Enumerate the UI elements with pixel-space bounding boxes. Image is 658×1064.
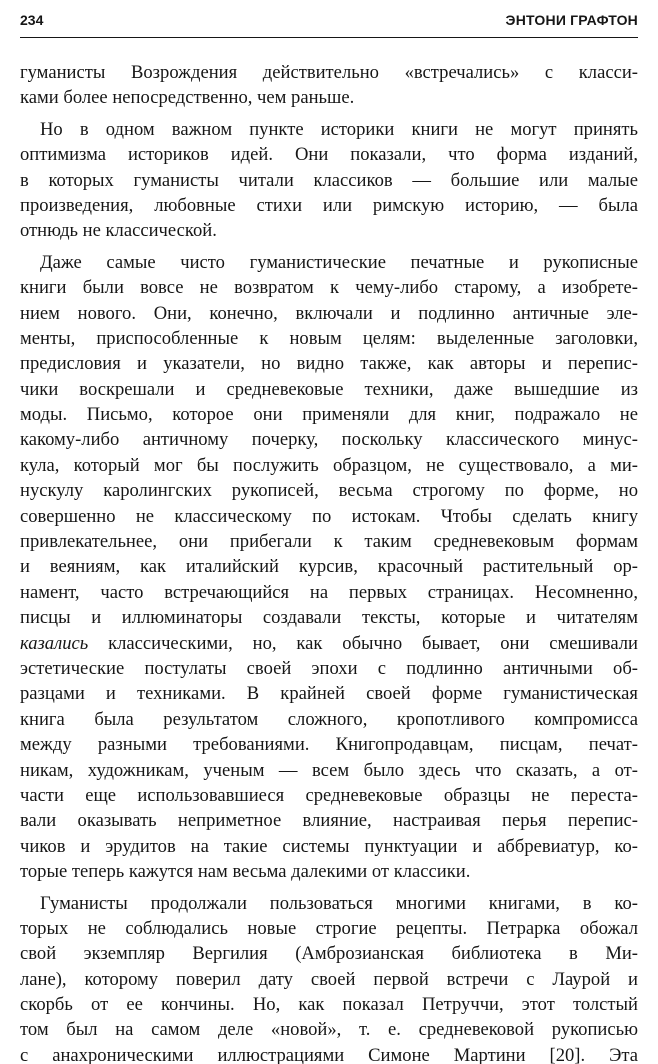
paragraph-1 xyxy=(20,60,638,111)
header-rule xyxy=(20,37,638,38)
text-line: эстетические постулаты своей эпохи с подлинно античными об- xyxy=(20,657,638,679)
text-line: кула, который мог бы послужить образцом, не существовало, а ми- xyxy=(20,454,638,476)
text-line: Даже самые чисто гуманистические печатные и рукописные xyxy=(40,251,638,273)
page-number: 234 xyxy=(20,12,44,28)
text-line: Но в одном важном пункте историки книги не могут принять xyxy=(40,118,638,140)
text-line: намент, часто встречающийся на первых страницах. Несомненно, xyxy=(20,581,638,603)
text-line: скорбь от ее кончины. Но, как показал Петруччи, этот толстый xyxy=(20,994,638,1016)
paragraph-3 xyxy=(20,250,638,885)
text-line: том был на самом деле «новой», т. е. средневековой рукописью xyxy=(20,1019,638,1041)
text-line: никам, художникам, ученым — всем было здесь что сказать, а от- xyxy=(20,759,638,781)
text-line-rest: классическими, но, как обычно бывает, они смешивали xyxy=(88,632,638,654)
text-line: торых не соблюдались новые строгие рецепты. Петрарка обожал xyxy=(20,917,638,939)
text-line: книга была результатом сложного, кропотливого компромисса xyxy=(20,708,638,730)
text-line: писцы и иллюминаторы создавали тексты, которые и читателям xyxy=(20,607,638,629)
text-line: произведения, любовные стихи или римскую историю, — была xyxy=(20,194,638,216)
text-line: совершенно не классическому по истокам. Чтобы сделать книгу xyxy=(20,505,638,527)
text-line: моды. Письмо, которое они применяли для книг, подражало не xyxy=(20,404,638,426)
text-line: ками более непосредственно, чем раньше. xyxy=(20,87,355,109)
running-head xyxy=(20,8,638,32)
text-line: чики воскрешали и средневековые техники, даже вышедшие из xyxy=(20,378,638,400)
text-line: лане), которому поверил дату своей первой встречи с Лаурой и xyxy=(20,968,638,990)
text-line: отнюдь не классической. xyxy=(20,220,217,242)
text-line: привлекательнее, они прибегали к таким средневековым формам xyxy=(20,531,638,553)
running-title: ЭНТОНИ ГРАФТОН xyxy=(505,12,638,28)
text-line: и веяниям, как италийский курсив, красочный растительный ор- xyxy=(20,556,638,578)
text-line: чиков и эрудитов на такие системы пунктуации и аббревиатур, ко- xyxy=(20,835,638,857)
text-line: оптимизма историков идей. Они показали, что форма изданий, xyxy=(20,144,638,166)
text-line: предисловия и указатели, но видно также, как авторы и перепис- xyxy=(20,353,638,375)
text-line: с анахроническими иллюстрациями Симоне Мартини [20]. Эта xyxy=(20,1044,638,1064)
text-line-with-italic xyxy=(20,631,638,656)
text-line: нускулу каролингских рукописей, весьма строгому по форме, но xyxy=(20,480,638,502)
text-line: части еще использовавшиеся средневековые образцы не переста- xyxy=(20,784,638,806)
text-line: между разными требованиями. Книгопродавцам, писцам, печат- xyxy=(20,734,638,756)
text-line: торые теперь кажутся нам весьма далекими от классики. xyxy=(20,861,471,883)
text-line: Гуманисты продолжали пользоваться многими книгами, в ко- xyxy=(40,892,638,914)
text-line: менты, приспособленные к новым целям: выделенные заголовки, xyxy=(20,327,638,349)
text-line: свой экземпляр Вергилия (Амброзианская библиотека в Ми- xyxy=(20,943,638,965)
paragraph-2 xyxy=(20,117,638,244)
paragraph-4 xyxy=(20,891,638,1064)
text-line: в которых гуманисты читали классиков — большие или малые xyxy=(20,169,638,191)
body-text xyxy=(20,60,638,1064)
italic-word: казались xyxy=(20,632,89,654)
text-line: нием нового. Они, конечно, включали и подлинно античные эле- xyxy=(20,302,638,324)
text-line: разцами и техниками. В крайней своей форме гуманистическая xyxy=(20,683,638,705)
text-line: гуманисты Возрождения действительно «встречались» с класси- xyxy=(20,62,638,83)
text-line: вали оказывать неприметное влияние, настраивая перья перепис- xyxy=(20,810,638,832)
text-line: какому-либо античному почерку, поскольку классического минус- xyxy=(20,429,638,451)
text-line: книги были вовсе не возвратом к чему-либо старому, а изобрете- xyxy=(20,277,638,299)
